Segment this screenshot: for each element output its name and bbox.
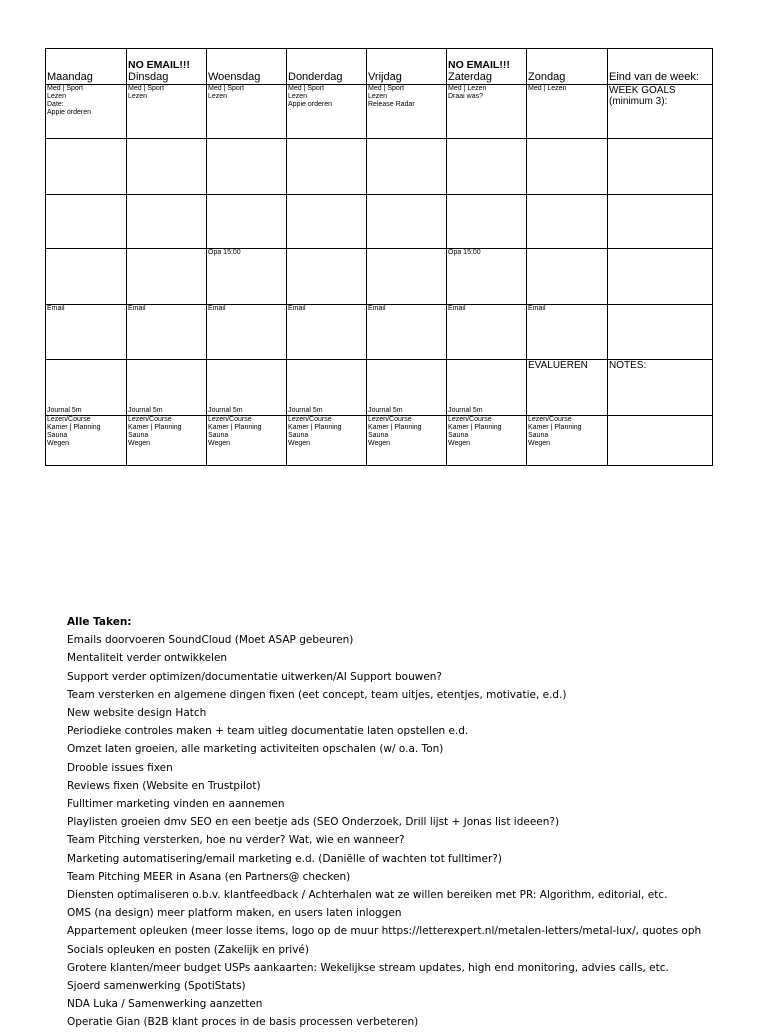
planner-cell [127,195,207,249]
planner-row [46,139,713,195]
task-item: Playlisten groeien dmv SEO en een beetje ads (SEO Onderzoek, Drill lijst + Jonas list ideeen?) [67,816,560,829]
planner-cell-text: Kamer | Planning [47,424,101,431]
planner-cell [608,249,713,305]
day-name: Donderdag [288,71,343,83]
planner-cell [608,85,713,139]
planner-cell-text: Kamer | Planning [448,424,502,431]
task-item: Team Pitching MEER in Asana (en Partners@ checken) [67,870,351,883]
day-name: Woensdag [208,71,261,83]
day-name: Dinsdag [128,71,169,83]
planner-cell-text: Opa 15:00 [208,249,241,256]
planner-cell [608,305,713,360]
planner-cell-text: Email [288,305,306,312]
planner-cell-text: Date: [47,101,64,108]
planner-cell-text: Lezen/Course [208,416,252,423]
task-item: Reviews fixen (Website en Trustpilot) [67,779,261,792]
day-header-cell [287,49,367,85]
planner-cell [447,139,527,195]
planner-cell-text: Journal 5m [448,407,483,414]
planner-cell-text: Sauna [47,432,68,439]
task-item: Diensten optimaliseren o.b.v. klantfeedback / Achterhalen wat ze willen bereiken met PR: Algorithm, editorial, etc. [67,889,668,902]
planner-cell-text: Opa 15:00 [448,249,481,256]
planner-cell-text: Sauna [528,432,549,439]
planner-cell [287,416,367,466]
planner-row [46,360,713,416]
task-item: Socials opleuken en posten (Zakelijk en privé) [67,943,309,956]
planner-cell [447,416,527,466]
planner-cell-text: Wegen [288,440,311,447]
task-item: Mentaliteit verder ontwikkelen [67,652,228,665]
planner-cell-text: Wegen [368,440,391,447]
day-name: Vrijdag [368,71,402,83]
planner-cell [608,195,713,249]
task-item: New website design Hatch [67,707,207,720]
no-email-flag: NO EMAIL!!! [128,59,190,71]
day-name: Maandag [47,71,93,83]
planner-cell-text: Wegen [128,440,151,447]
planner-cell [447,360,527,416]
planner-cell [367,305,447,360]
planner-cell [46,139,127,195]
planner-cell [527,195,608,249]
planner-cell [46,360,127,416]
planner-cell [367,416,447,466]
planner-cell-text: Kamer | Planning [528,424,582,431]
task-item: Fulltimer marketing vinden en aannemen [67,798,285,811]
planner-cell [207,249,287,305]
planner-cell-text: Lezen/Course [448,416,492,423]
task-item: Team versterken en algemene dingen fixen (eet concept, team uitjes, etentjes, motivatie, e.d.) [67,688,567,701]
task-item: Emails doorvoeren SoundCloud (Moet ASAP gebeuren) [67,634,354,647]
planner-cell [207,195,287,249]
planner-cell-text: Sauna [368,432,389,439]
planner-cell-text: Med | Lezen [528,85,567,92]
task-item: Sjoerd samenwerking (SpotiStats) [67,980,246,993]
planner-cell [367,249,447,305]
planner-cell [447,195,527,249]
planner-cell-text: Journal 5m [288,407,323,414]
task-list [67,613,768,1032]
planner-cell [207,85,287,139]
planner-cell [287,305,367,360]
planner-cell-text: Lezen [208,93,228,100]
planner-cell [46,416,127,466]
task-item: Omzet laten groeien, alle marketing activiteiten opschalen (w/ o.a. Ton) [67,743,444,756]
planner-cell-text: Sauna [288,432,309,439]
task-list-title: Alle Taken: [67,616,132,628]
planner-cell [46,85,127,139]
planner-cell-text: Email [128,305,146,312]
planner-cell [447,85,527,139]
planner-cell [367,139,447,195]
planner-cell-text: Med | Lezen [448,85,487,92]
day-header-cell [608,49,713,85]
planner-row [46,416,713,466]
planner-cell-text: Med | Sport [288,85,325,92]
planner-cell-text: Lezen [128,93,148,100]
planner-cell [527,85,608,139]
planner-cell-text: Lezen/Course [368,416,412,423]
day-header-cell [447,49,527,85]
planner-cell-text: Email [368,305,386,312]
day-header-cell [127,49,207,85]
planner-cell [46,249,127,305]
planner-cell [207,305,287,360]
planner-cell [527,360,608,416]
no-email-flag: NO EMAIL!!! [448,59,510,71]
planner-cell-text: Lezen [368,93,388,100]
task-item: Marketing automatisering/email marketing e.d. (Daniëlle of wachten tot fulltimer?) [67,852,502,865]
planner-cell [447,249,527,305]
planner-cell [207,139,287,195]
task-item: Periodieke controles maken + team uitleg documentatie laten opstellen e.d. [67,725,469,738]
planner-cell-text: Release Radar [368,101,415,108]
planner-cell-text: NOTES: [609,360,647,371]
planner-cell-text: Email [528,305,546,312]
task-item: Operatie Gian (B2B klant proces in de basis processen verbeteren) [67,1016,419,1029]
planner-cell [527,305,608,360]
day-name: Zondag [528,71,566,83]
planner-cell-text: Med | Sport [47,85,84,92]
planner-row [46,305,713,360]
planner-cell [127,249,207,305]
planner-cell [608,416,713,466]
day-header-cell [207,49,287,85]
planner-cell-text: Lezen [288,93,308,100]
planner-cell-text: Lezen/Course [47,416,91,423]
planner-cell-text: Appie orderen [288,101,332,108]
planner-cell [447,305,527,360]
day-header-cell [367,49,447,85]
task-item: Grotere klanten/meer budget USPs aankaarten: Wekelijkse stream updates, high end monitoring, advies calls, etc. [67,961,669,974]
planner-cell [46,305,127,360]
planner-cell [127,416,207,466]
planner-cell [127,85,207,139]
planner-cell-text: EVALUEREN [528,360,588,371]
planner-cell-text: Med | Sport [128,85,165,92]
planner-cell [127,360,207,416]
planner-cell-text: Email [47,305,65,312]
planner-cell-text: Med | Sport [368,85,405,92]
planner-cell [527,249,608,305]
task-item: OMS (na design) meer platform maken, en users laten inloggen [67,907,402,920]
planner-cell-text: Kamer | Planning [288,424,342,431]
planner-row [46,85,713,139]
planner-cell [608,360,713,416]
planner-cell-text: Wegen [208,440,231,447]
day-header-cell [527,49,608,85]
planner-cell-text: Lezen/Course [128,416,172,423]
planner-cell-text: Email [448,305,466,312]
planner-cell [527,139,608,195]
planner-cell-text: Journal 5m [368,407,403,414]
planner-cell-text: Lezen [47,93,67,100]
planner-cell-text: Kamer | Planning [208,424,262,431]
planner-cell-text: Lezen/Course [288,416,332,423]
planner-cell-text: Kamer | Planning [368,424,422,431]
planner-cell-text: Wegen [448,440,471,447]
task-item: NDA Luka / Samenwerking aanzetten [67,998,263,1011]
planner-cell [46,195,127,249]
planner-cell-text: Draai was? [448,93,484,100]
planner-cell [207,416,287,466]
planner-row [46,249,713,305]
planner-cell-text: Appie orderen [47,109,91,116]
task-item: Appartement opleuken (meer losse items, logo op de muur https://letterexpert.nl/metalen-letters/metal-lux/, quotes oph [67,925,702,938]
planner-cell [608,139,713,195]
planner-cell-text: Journal 5m [47,407,82,414]
day-name: Zaterdag [448,71,493,83]
planner-cell [367,195,447,249]
planner-cell [527,416,608,466]
day-name: Eind van de week: [609,71,699,83]
planner-cell-text: Sauna [208,432,229,439]
task-item: Drooble issues fixen [67,761,173,774]
planner-cell [207,360,287,416]
planner-cell [367,85,447,139]
planner-cell-text: Wegen [528,440,551,447]
planner-cell-text: Sauna [448,432,469,439]
planner-cell [287,85,367,139]
day-header-cell [46,49,127,85]
planner-cell [127,139,207,195]
planner-cell-text: Email [208,305,226,312]
planner-cell-text: WEEK GOALS (minimum 3): [609,85,676,107]
task-item: Support verder optimizen/documentatie uitwerken/AI Support bouwen? [67,670,443,683]
planner-cell [287,360,367,416]
planner-cell-text: Kamer | Planning [128,424,182,431]
planner-cell-text: Journal 5m [128,407,163,414]
planner-cell-text: Journal 5m [208,407,243,414]
weekly-planner-table [45,48,713,466]
day-header-row [46,49,713,85]
task-item: Team Pitching versterken, hoe nu verder? Wat, wie en wanneer? [67,834,405,847]
planner-cell [287,195,367,249]
planner-cell [367,360,447,416]
planner-cell [127,305,207,360]
planner-cell [287,139,367,195]
planner-cell-text: Sauna [128,432,149,439]
planner-cell [287,249,367,305]
planner-row [46,195,713,249]
planner-cell-text: Lezen/Course [528,416,572,423]
planner-cell-text: Wegen [47,440,70,447]
planner-cell-text: Med | Sport [208,85,245,92]
